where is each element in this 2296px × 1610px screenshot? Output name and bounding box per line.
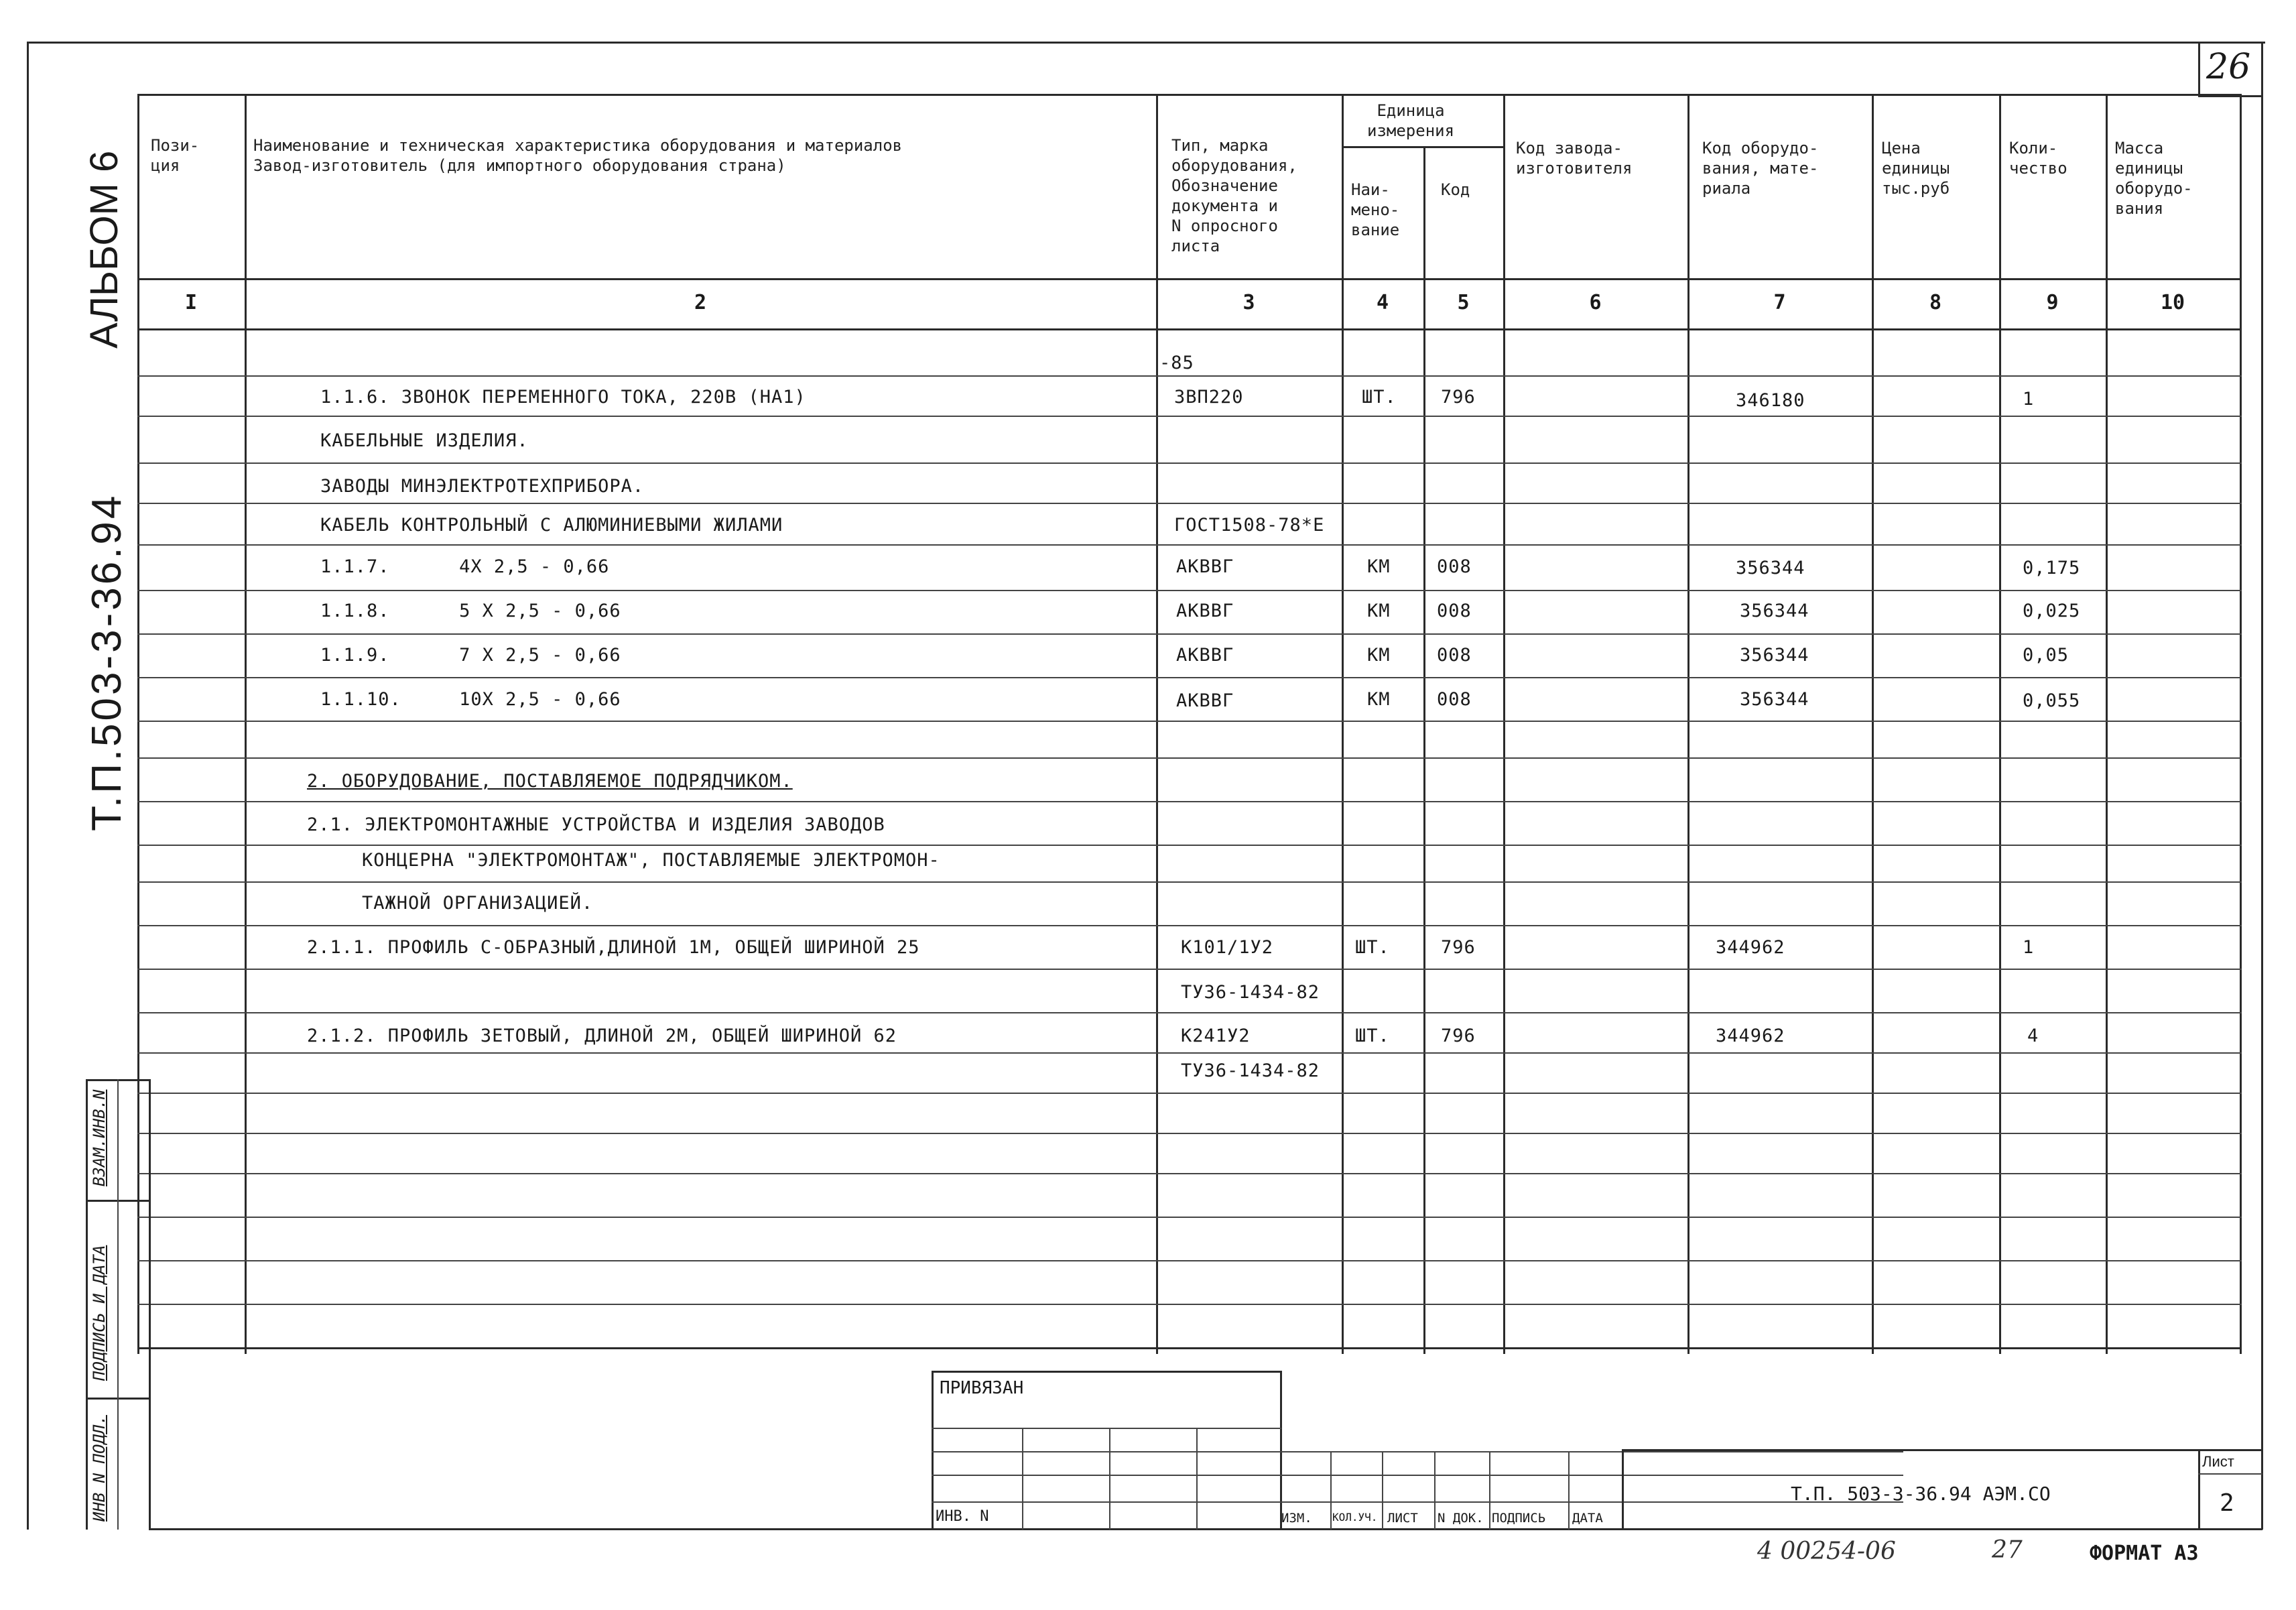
table-row-qty: 4 [2027,1026,2039,1046]
header-equipment-code: Код оборудо- вания, мате- риала [1702,139,1819,198]
handwritten-code: 4 00254-06 [1757,1538,1896,1565]
table-row-code: 008 [1437,689,1472,710]
table-row-type: К101/1У2 [1181,937,1274,958]
table-row-equip-code: 356344 [1740,645,1809,666]
table-row-name: 2. ОБОРУДОВАНИЕ, ПОСТАВЛЯЕМОЕ ПОДРЯДЧИКОМ. [307,771,793,792]
table-row-name: ТАЖНОЙ ОРГАНИЗАЦИЕЙ. [362,893,594,914]
side-stamp-podpis-data: ПОДПИСЬ И ДАТА [90,1245,109,1381]
header-unit-name: Наи- мено- вание [1351,180,1400,239]
table-row-name: 2.1. ЭЛЕКТРОМОНТАЖНЫЕ УСТРОЙСТВА И ИЗДЕЛИЯ ЗАВОДОВ [307,814,885,835]
table-row-unit: ШТ. [1362,387,1397,408]
table-row-name: 2.1.2. ПРОФИЛЬ ЗЕТОВЫЙ, ДЛИНОЙ 2М, ОБЩЕЙ ШИРИНОЙ 62 [307,1026,897,1046]
table-row-name: 1.1.8. 5 Х 2,5 - 0,66 [320,601,621,621]
column-number: 3 [1242,291,1255,314]
header-position: Пози- ция [151,136,200,175]
column-number: 10 [2160,291,2185,314]
table-row-type: АКВВГ [1176,645,1234,666]
table-row-unit: КМ [1367,645,1391,666]
table-row-equip-code: 356344 [1740,601,1809,621]
table-row-name: 1.1.10. 10Х 2,5 - 0,66 [320,689,621,710]
table-row-type: АКВВГ [1176,601,1234,621]
table-row-type: АКВВГ [1176,556,1234,577]
table-row-unit: ШТ. [1355,1026,1390,1046]
table-row-qty: 0,05 [2023,645,2069,666]
page-number: 26 [2206,47,2251,87]
format-label: ФОРМАТ А3 [2090,1542,2199,1565]
side-stamp-vzam-inv: ВЗАМ.ИНВ.N [90,1089,109,1186]
list-number: 2 [2220,1489,2234,1517]
table-row-code: 008 [1437,645,1472,666]
table-row-unit: КМ [1367,601,1391,621]
table-row-name: КАБЕЛЬНЫЕ ИЗДЕЛИЯ. [320,430,529,451]
table-row-equip-code: 356344 [1736,558,1805,578]
column-number: I [184,291,198,314]
table-row-code: 008 [1437,601,1472,621]
project-code-vertical: Т.П.503-3-36.94 [84,493,130,831]
table-row-type: ЗВП220 [1174,387,1244,408]
table-row-name: 1.1.9. 7 Х 2,5 - 0,66 [320,645,621,666]
privyazan-label: ПРИВЯЗАН [940,1378,1024,1398]
column-number: 9 [2046,291,2059,314]
table-row-code: 008 [1437,556,1472,577]
table-row-qty: 0,175 [2023,558,2081,578]
table-row-equip-code: 356344 [1740,689,1809,710]
table-row-code: 796 [1441,1026,1476,1046]
document-code: Т.П. 503-3-36.94 АЭМ.СО [1791,1483,2051,1505]
table-row-qty: 0,055 [2023,690,2081,711]
stamp-n-dok: N ДОК. [1438,1511,1484,1526]
column-number: 7 [1773,291,1786,314]
header-unit-code: Код [1441,180,1470,199]
table-row-type: ТУ36-1434-82 [1181,982,1320,1003]
handwritten-number: 27 [1992,1536,2023,1564]
stamp-list: ЛИСТ [1387,1511,1418,1526]
table-row-type: -85 [1159,353,1194,373]
stamp-podpis: ПОДПИСЬ [1492,1511,1546,1526]
table-row-type: ГОСТ1508-78*Е [1174,515,1325,536]
table-row-name: 2.1.1. ПРОФИЛЬ С-ОБРАЗНЫЙ,ДЛИНОЙ 1М, ОБЩЕЙ ШИРИНОЙ 25 [307,937,920,958]
table-row-equip-code: 344962 [1716,937,1785,958]
column-number: 2 [694,291,707,314]
header-quantity: Коли- чество [2009,139,2067,178]
table-row-code: 796 [1441,937,1476,958]
table-row-equip-code: 344962 [1716,1026,1785,1046]
stamp-kol-uch: КОЛ.УЧ. [1332,1511,1378,1524]
stamp-izm: ИЗМ. [1281,1511,1312,1526]
album-label: АЛЬБОМ 6 [82,150,126,349]
table-row-type: АКВВГ [1176,690,1234,711]
column-number: 8 [1929,291,1942,314]
header-unit-group: Единица измерения [1367,101,1455,140]
table-row-type: ТУ36-1434-82 [1181,1060,1320,1081]
header-mass: Масса единицы оборудо- вания [2115,139,2193,218]
stamp-data: ДАТА [1572,1511,1603,1526]
header-name: Наименование и техническая характеристика оборудования и материалов Завод-изготовитель (для импортного оборудования страна) [253,136,903,175]
inv-n-label: ИНВ. N [936,1508,989,1525]
table-row-qty: 0,025 [2023,601,2081,621]
table-row-unit: ШТ. [1355,937,1390,958]
table-row-name: 1.1.7. 4Х 2,5 - 0,66 [320,556,610,577]
table-row-unit: КМ [1367,556,1391,577]
table-row-qty: 1 [2023,937,2035,958]
table-row-name: КОНЦЕРНА "ЭЛЕКТРОМОНТАЖ", ПОСТАВЛЯЕМЫЕ ЭЛЕКТРОМОН- [362,850,940,871]
header-price: Цена единицы тыс.руб [1882,139,1950,198]
column-number: 5 [1457,291,1470,314]
column-number: 6 [1589,291,1602,314]
table-row-name: КАБЕЛЬ КОНТРОЛЬНЫЙ С АЛЮМИНИЕВЫМИ ЖИЛАМИ [320,515,783,536]
table-row-code: 796 [1441,387,1476,408]
header-type: Тип, марка оборудования, Обозначение документа и N опросного листа [1171,136,1297,255]
table-row-unit: КМ [1367,689,1391,710]
table-row-qty: 1 [2023,389,2035,410]
table-row-type: К241У2 [1181,1026,1251,1046]
list-label: Лист [2202,1453,2234,1470]
column-number: 4 [1376,291,1389,314]
table-row-name: 1.1.6. ЗВОНОК ПЕРЕМЕННОГО ТОКА, 220В (HA1) [320,387,806,408]
header-factory-code: Код завода- изготовителя [1516,139,1633,178]
table-row-equip-code: 346180 [1736,390,1805,411]
table-row-name: ЗАВОДЫ МИНЭЛЕКТРОТЕХПРИБОРА. [320,476,645,497]
side-stamp-inv-podl: ИНВ N ПОДЛ. [90,1415,109,1522]
